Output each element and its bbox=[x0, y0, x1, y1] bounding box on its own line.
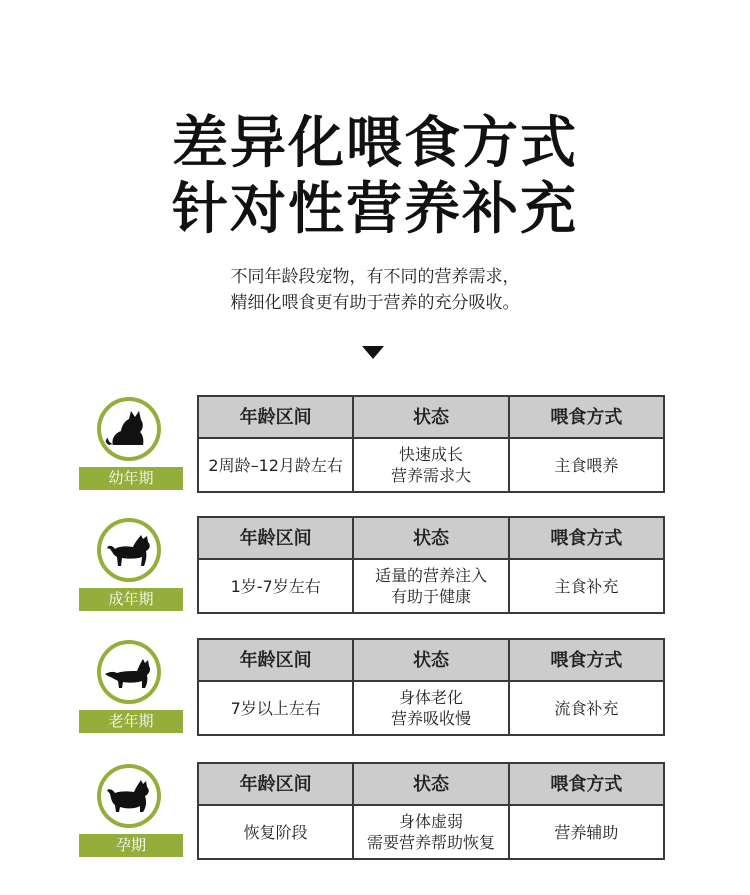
stage-table bbox=[197, 516, 665, 614]
stage-tag: 幼年期 bbox=[79, 467, 183, 490]
main-title-line1: 差异化喂食方式 bbox=[172, 111, 578, 176]
subtitle-line1: 不同年龄段宠物，有不同的营养需求， bbox=[230, 267, 520, 287]
age-cell: 恢复阶段 bbox=[198, 805, 353, 859]
stage-tag: 孕期 bbox=[79, 834, 183, 857]
stage-adult bbox=[0, 516, 750, 616]
state-line2: 营养需求大 bbox=[390, 466, 471, 485]
stage-table bbox=[197, 638, 665, 736]
state-cell bbox=[353, 681, 508, 735]
header-feeding: 喂食方式 bbox=[509, 763, 664, 805]
state-line2: 营养吸收慢 bbox=[390, 709, 471, 728]
main-title-line2: 针对性营养补充 bbox=[172, 177, 578, 242]
age-cell: 2周龄–12月龄左右 bbox=[198, 438, 353, 492]
feeding-cell: 主食补充 bbox=[509, 559, 664, 613]
header-age: 年龄区间 bbox=[198, 639, 353, 681]
state-cell bbox=[353, 805, 508, 859]
header-feeding: 喂食方式 bbox=[509, 639, 664, 681]
stage-kitten bbox=[0, 395, 750, 495]
stage-pregnancy bbox=[0, 762, 750, 862]
state-line2: 需要营养帮助恢复 bbox=[366, 833, 495, 852]
kitten-icon bbox=[95, 395, 163, 463]
state-line1: 身体虚弱 bbox=[398, 812, 463, 831]
feeding-cell: 流食补充 bbox=[509, 681, 664, 735]
header-state: 状态 bbox=[353, 517, 508, 559]
state-line1: 快速成长 bbox=[398, 445, 463, 464]
stage-table bbox=[197, 395, 665, 493]
feeding-cell: 营养辅助 bbox=[509, 805, 664, 859]
header-age: 年龄区间 bbox=[198, 763, 353, 805]
state-cell bbox=[353, 559, 508, 613]
header-state: 状态 bbox=[353, 639, 508, 681]
adult-cat-icon bbox=[95, 516, 163, 584]
stage-table bbox=[197, 762, 665, 860]
subtitle-line2: 精细化喂食更有助于营养的充分吸收。 bbox=[230, 293, 520, 313]
header-feeding: 喂食方式 bbox=[509, 396, 664, 438]
age-cell: 7岁以上左右 bbox=[198, 681, 353, 735]
header-age: 年龄区间 bbox=[198, 396, 353, 438]
state-line1: 身体老化 bbox=[398, 688, 463, 707]
pregnant-cat-icon bbox=[95, 762, 163, 830]
age-cell: 1岁-7岁左右 bbox=[198, 559, 353, 613]
header-state: 状态 bbox=[353, 396, 508, 438]
stage-tag: 成年期 bbox=[79, 588, 183, 611]
state-cell bbox=[353, 438, 508, 492]
feeding-cell: 主食喂养 bbox=[509, 438, 664, 492]
senior-cat-icon bbox=[95, 638, 163, 706]
stage-tag: 老年期 bbox=[79, 710, 183, 733]
state-line2: 有助于健康 bbox=[390, 587, 471, 606]
header-age: 年龄区间 bbox=[198, 517, 353, 559]
header-state: 状态 bbox=[353, 763, 508, 805]
state-line1: 适量的营养注入 bbox=[374, 566, 487, 585]
header-feeding: 喂食方式 bbox=[509, 517, 664, 559]
down-arrow-icon bbox=[362, 346, 384, 359]
stage-senior bbox=[0, 638, 750, 738]
